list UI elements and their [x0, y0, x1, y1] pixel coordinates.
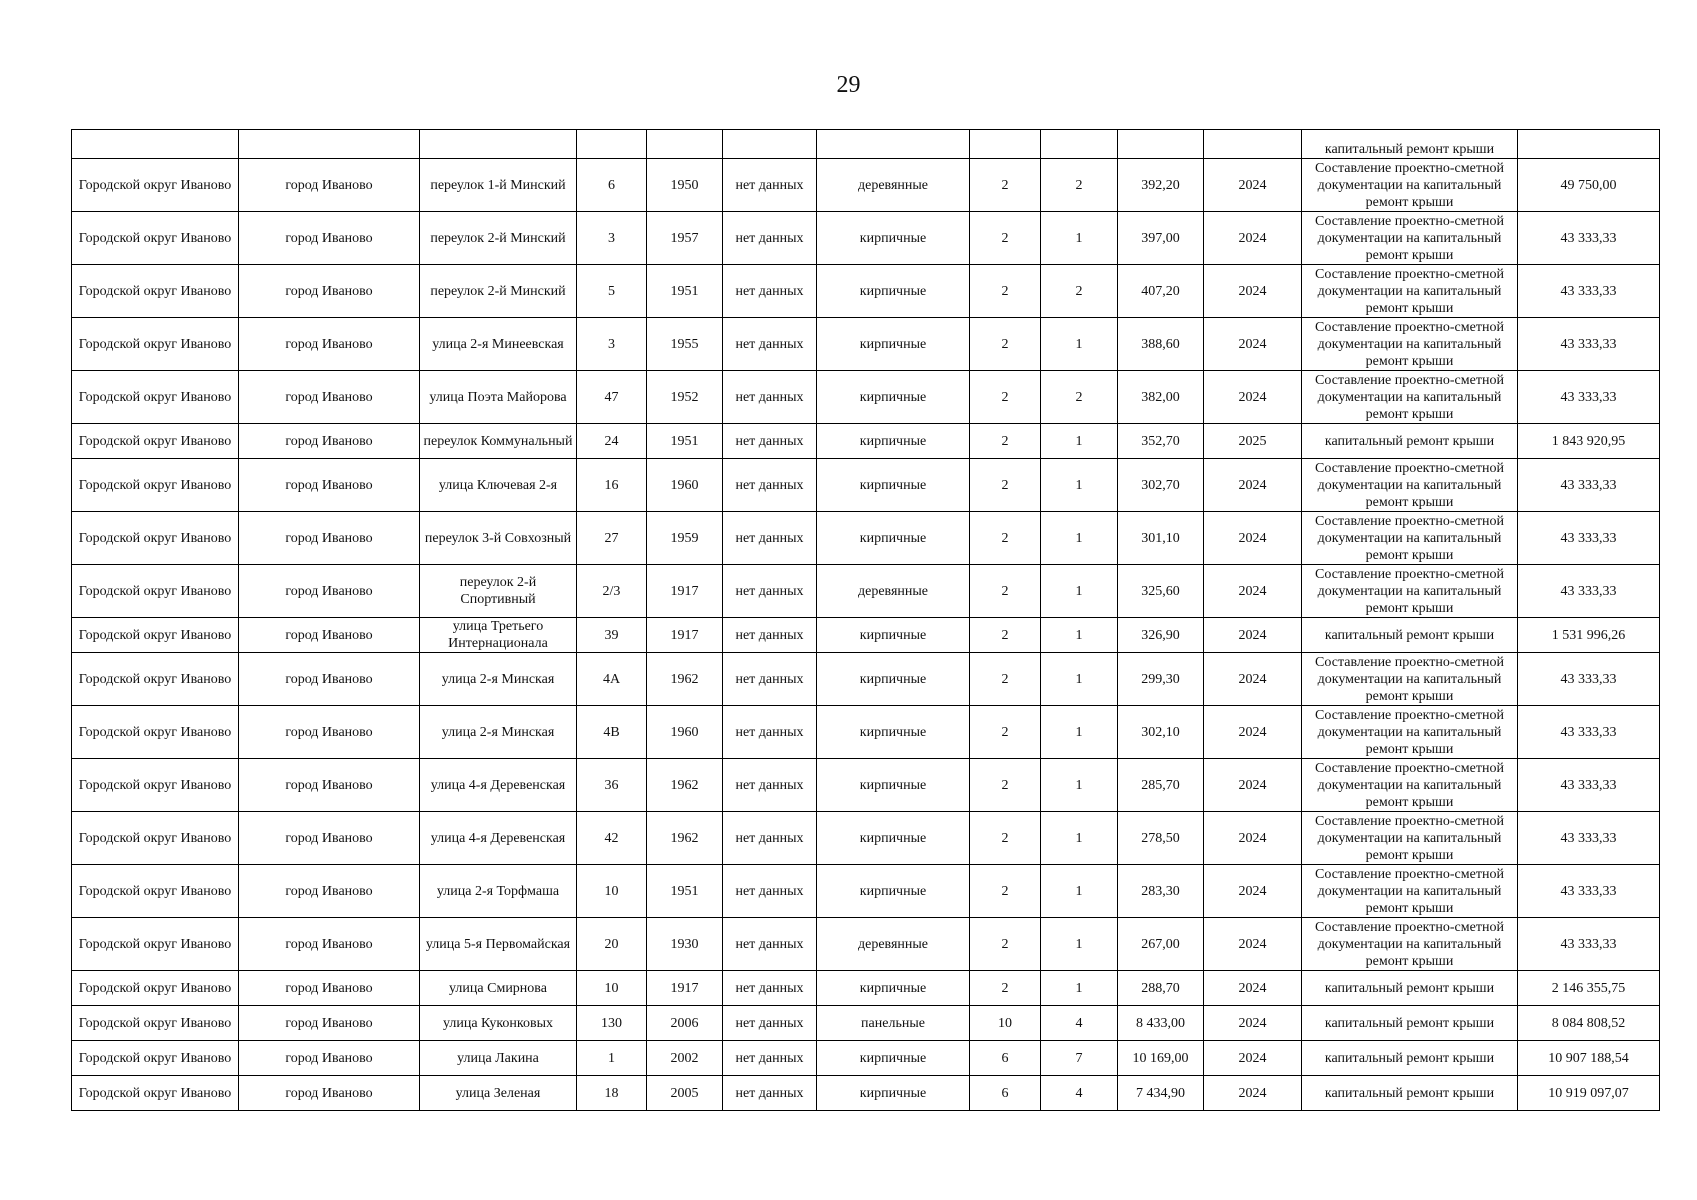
- cell-street: улица Третьего Интернационала: [420, 618, 577, 653]
- cell-area: 301,10: [1118, 512, 1204, 565]
- cell-house: 39: [577, 618, 647, 653]
- cell-district: Городской округ Иваново: [72, 918, 239, 971]
- cell-street: улица 2-я Минская: [420, 653, 577, 706]
- cell-house: 6: [577, 159, 647, 212]
- cell-district: Городской округ Иваново: [72, 318, 239, 371]
- cell-work: Составление проектно-сметной документации на капитальный ремонт крыши: [1302, 512, 1518, 565]
- cell-cost: 43 333,33: [1518, 512, 1660, 565]
- table-row: [72, 1076, 1660, 1111]
- cell-walls: кирпичные: [817, 212, 970, 265]
- cell-year-plan: 2024: [1204, 512, 1302, 565]
- cell-entrances: 2: [1041, 159, 1118, 212]
- cell-data-status: нет данных: [723, 565, 817, 618]
- cell-street: улица Смирнова: [420, 971, 577, 1006]
- cell-area: 278,50: [1118, 812, 1204, 865]
- cell-entrances: 2: [1041, 371, 1118, 424]
- cell-entrances: 1: [1041, 865, 1118, 918]
- cell-cost: 1 843 920,95: [1518, 424, 1660, 459]
- cell-area: 388,60: [1118, 318, 1204, 371]
- cell-house: 10: [577, 865, 647, 918]
- cell-year-built: 1917: [647, 971, 723, 1006]
- cell-year-built: 2002: [647, 1041, 723, 1076]
- cell-data-status: нет данных: [723, 971, 817, 1006]
- cell-area: 352,70: [1118, 424, 1204, 459]
- cell-cost: 43 333,33: [1518, 265, 1660, 318]
- cell-district: Городской округ Иваново: [72, 865, 239, 918]
- cell-data-status: нет данных: [723, 812, 817, 865]
- cell-district: Городской округ Иваново: [72, 212, 239, 265]
- cell-cost: 1 531 996,26: [1518, 618, 1660, 653]
- cell-walls: деревянные: [817, 565, 970, 618]
- cell-entrances: 1: [1041, 424, 1118, 459]
- cell-cost: 43 333,33: [1518, 371, 1660, 424]
- cell-entrances: 2: [1041, 265, 1118, 318]
- cell-walls: кирпичные: [817, 653, 970, 706]
- cell-city: город Иваново: [239, 706, 420, 759]
- cell-work: капитальный ремонт крыши: [1302, 618, 1518, 653]
- cell-work: Составление проектно-сметной документации на капитальный ремонт крыши: [1302, 918, 1518, 971]
- cell-entrances: 1: [1041, 212, 1118, 265]
- cell-street: улица Лакина: [420, 1041, 577, 1076]
- cell-district: Городской округ Иваново: [72, 971, 239, 1006]
- cell-cost: 43 333,33: [1518, 812, 1660, 865]
- cell-house: 3: [577, 318, 647, 371]
- cell-house: 18: [577, 1076, 647, 1111]
- cell-house: 3: [577, 212, 647, 265]
- cell-walls: кирпичные: [817, 812, 970, 865]
- cell-year-built: 1951: [647, 424, 723, 459]
- cell-cost: 43 333,33: [1518, 865, 1660, 918]
- cell-year-built: 1957: [647, 212, 723, 265]
- cell-district: Городской округ Иваново: [72, 265, 239, 318]
- cell-house: 24: [577, 424, 647, 459]
- cell-street: улица 2-я Минская: [420, 706, 577, 759]
- cell-work: Составление проектно-сметной документации на капитальный ремонт крыши: [1302, 212, 1518, 265]
- cell-year-plan: 2024: [1204, 812, 1302, 865]
- cell-cost: 49 750,00: [1518, 159, 1660, 212]
- cell-data-status: нет данных: [723, 706, 817, 759]
- cell-floors: 2: [970, 424, 1041, 459]
- cell-floors: 2: [970, 318, 1041, 371]
- cell-entrances: 1: [1041, 459, 1118, 512]
- cell-entrances: 1: [1041, 512, 1118, 565]
- cell-city: город Иваново: [239, 159, 420, 212]
- cell-data-status: нет данных: [723, 212, 817, 265]
- cell-floors: 2: [970, 759, 1041, 812]
- cell-house: 1: [577, 1041, 647, 1076]
- cell-data-status: нет данных: [723, 618, 817, 653]
- cell-year-plan: 2024: [1204, 1006, 1302, 1041]
- cell-year-built: 1962: [647, 759, 723, 812]
- cell-house: 5: [577, 265, 647, 318]
- cell-data-status: нет данных: [723, 424, 817, 459]
- cell-walls: кирпичные: [817, 371, 970, 424]
- cell-city: город Иваново: [239, 653, 420, 706]
- cell-entrances: 1: [1041, 759, 1118, 812]
- table-row: [72, 565, 1660, 618]
- cell-entrances: 1: [1041, 918, 1118, 971]
- cell-house: 10: [577, 971, 647, 1006]
- cell-walls: панельные: [817, 1006, 970, 1041]
- cell-city: город Иваново: [239, 618, 420, 653]
- table-row: [72, 159, 1660, 212]
- cell-district: Городской округ Иваново: [72, 1076, 239, 1111]
- cell-year-built: 1951: [647, 865, 723, 918]
- cell-floors: 2: [970, 706, 1041, 759]
- cell-house: 16: [577, 459, 647, 512]
- cell-street: улица 2-я Торфмаша: [420, 865, 577, 918]
- table-row: [72, 812, 1660, 865]
- cell-work: Составление проектно-сметной документации на капитальный ремонт крыши: [1302, 318, 1518, 371]
- cell-work: капитальный ремонт крыши: [1302, 1041, 1518, 1076]
- cell-city: город Иваново: [239, 265, 420, 318]
- cell-district: Городской округ Иваново: [72, 565, 239, 618]
- table-row: [72, 371, 1660, 424]
- cell-floors: 2: [970, 212, 1041, 265]
- cell-district: Городской округ Иваново: [72, 759, 239, 812]
- cell-cost: 43 333,33: [1518, 565, 1660, 618]
- cell-floors: 2: [970, 812, 1041, 865]
- cell-cost: 43 333,33: [1518, 653, 1660, 706]
- cell-year-plan: 2024: [1204, 706, 1302, 759]
- cell-cost: 43 333,33: [1518, 706, 1660, 759]
- cell-year-plan: 2024: [1204, 159, 1302, 212]
- cell-year-plan: 2024: [1204, 971, 1302, 1006]
- cell-floors: 2: [970, 653, 1041, 706]
- table-row: [72, 459, 1660, 512]
- cell-walls: кирпичные: [817, 759, 970, 812]
- cell-floors: 10: [970, 1006, 1041, 1041]
- cell-floors: 2: [970, 565, 1041, 618]
- cell-area: 397,00: [1118, 212, 1204, 265]
- cell-walls: кирпичные: [817, 318, 970, 371]
- cell-walls: кирпичные: [817, 459, 970, 512]
- cell-year-plan: 2024: [1204, 865, 1302, 918]
- cell-year-built: 1962: [647, 653, 723, 706]
- cell-floors: 6: [970, 1076, 1041, 1111]
- cell-city: город Иваново: [239, 459, 420, 512]
- cell-city: город Иваново: [239, 1076, 420, 1111]
- cell-cost: 2 146 355,75: [1518, 971, 1660, 1006]
- table-row: [72, 759, 1660, 812]
- cell-city: город Иваново: [239, 971, 420, 1006]
- cell-year-built: 1917: [647, 565, 723, 618]
- cell-street: улица Куконковых: [420, 1006, 577, 1041]
- table-row: [72, 212, 1660, 265]
- cell-cost: 10 919 097,07: [1518, 1076, 1660, 1111]
- cell-year-built: 1930: [647, 918, 723, 971]
- cell-city: город Иваново: [239, 371, 420, 424]
- cell-year-plan: 2024: [1204, 371, 1302, 424]
- cell-year-plan: 2024: [1204, 1076, 1302, 1111]
- cell-walls: кирпичные: [817, 512, 970, 565]
- cell-year-plan: 2024: [1204, 759, 1302, 812]
- cell-year-plan: 2024: [1204, 618, 1302, 653]
- table-row: [72, 653, 1660, 706]
- cell-work: Составление проектно-сметной документации на капитальный ремонт крыши: [1302, 159, 1518, 212]
- cell-work: Составление проектно-сметной документации на капитальный ремонт крыши: [1302, 371, 1518, 424]
- table-row: [72, 512, 1660, 565]
- cell-walls: кирпичные: [817, 1076, 970, 1111]
- cell-entrances: 1: [1041, 618, 1118, 653]
- cell-data-status: нет данных: [723, 371, 817, 424]
- cell-area: 325,60: [1118, 565, 1204, 618]
- cell-data-status: нет данных: [723, 759, 817, 812]
- cell-area: 302,70: [1118, 459, 1204, 512]
- cell-entrances: 1: [1041, 318, 1118, 371]
- cell-street: улица Поэта Майорова: [420, 371, 577, 424]
- cell-area: 285,70: [1118, 759, 1204, 812]
- cell-cost: 8 084 808,52: [1518, 1006, 1660, 1041]
- cell-work: Составление проектно-сметной документации на капитальный ремонт крыши: [1302, 706, 1518, 759]
- cell-walls: кирпичные: [817, 265, 970, 318]
- cell-walls: кирпичные: [817, 424, 970, 459]
- cell-house: 2/3: [577, 565, 647, 618]
- cell-house: 47: [577, 371, 647, 424]
- cell-area: 382,00: [1118, 371, 1204, 424]
- cell-city: город Иваново: [239, 1006, 420, 1041]
- cell-area: 283,30: [1118, 865, 1204, 918]
- cell-house: 4В: [577, 706, 647, 759]
- cell-walls: кирпичные: [817, 1041, 970, 1076]
- cell-floors: 2: [970, 512, 1041, 565]
- cell-district: Городской округ Иваново: [72, 459, 239, 512]
- cell-year-built: 1962: [647, 812, 723, 865]
- table-row: [72, 618, 1660, 653]
- cell-cost: 43 333,33: [1518, 318, 1660, 371]
- cell-floors: 2: [970, 865, 1041, 918]
- cell-year-built: 1917: [647, 618, 723, 653]
- cell-street: улица Ключевая 2-я: [420, 459, 577, 512]
- cell-entrances: 1: [1041, 812, 1118, 865]
- cell-district: Городской округ Иваново: [72, 159, 239, 212]
- cell-area: 392,20: [1118, 159, 1204, 212]
- cell-cost: 43 333,33: [1518, 212, 1660, 265]
- cell-year-plan: 2024: [1204, 265, 1302, 318]
- cell-year-built: [647, 130, 723, 159]
- cell-floors: 2: [970, 918, 1041, 971]
- cell-cost: 43 333,33: [1518, 759, 1660, 812]
- cell-district: Городской округ Иваново: [72, 512, 239, 565]
- cell-data-status: нет данных: [723, 653, 817, 706]
- cell-work: капитальный ремонт крыши: [1302, 971, 1518, 1006]
- cell-year-plan: 2024: [1204, 459, 1302, 512]
- cell-year-plan: 2024: [1204, 1041, 1302, 1076]
- cell-area: 8 433,00: [1118, 1006, 1204, 1041]
- cell-walls: [817, 130, 970, 159]
- cell-city: город Иваново: [239, 318, 420, 371]
- cell-year-built: 1950: [647, 159, 723, 212]
- cell-area: 7 434,90: [1118, 1076, 1204, 1111]
- cell-data-status: нет данных: [723, 1041, 817, 1076]
- cell-floors: 2: [970, 459, 1041, 512]
- cell-district: Городской округ Иваново: [72, 424, 239, 459]
- cell-year-built: 1960: [647, 706, 723, 759]
- cell-street: улица 4-я Деревенская: [420, 759, 577, 812]
- cell-data-status: нет данных: [723, 1076, 817, 1111]
- cell-city: город Иваново: [239, 512, 420, 565]
- cell-entrances: 1: [1041, 653, 1118, 706]
- cell-entrances: 1: [1041, 565, 1118, 618]
- cell-street: переулок 2-й Минский: [420, 265, 577, 318]
- cell-house: 4А: [577, 653, 647, 706]
- cell-year-plan: 2024: [1204, 212, 1302, 265]
- cell-street: переулок 3-й Совхозный: [420, 512, 577, 565]
- cell-district: Городской округ Иваново: [72, 812, 239, 865]
- table-row: [72, 318, 1660, 371]
- cell-entrances: 4: [1041, 1006, 1118, 1041]
- cell-work: Составление проектно-сметной документации на капитальный ремонт крыши: [1302, 865, 1518, 918]
- cell-cost: 43 333,33: [1518, 459, 1660, 512]
- cell-work: Составление проектно-сметной документации на капитальный ремонт крыши: [1302, 759, 1518, 812]
- cell-district: Городской округ Иваново: [72, 1006, 239, 1041]
- cell-city: город Иваново: [239, 759, 420, 812]
- cell-data-status: нет данных: [723, 918, 817, 971]
- cell-area: 302,10: [1118, 706, 1204, 759]
- table-row: [72, 971, 1660, 1006]
- cell-data-status: нет данных: [723, 159, 817, 212]
- cell-year-built: 2005: [647, 1076, 723, 1111]
- cell-year-built: 2006: [647, 1006, 723, 1041]
- cell-street: переулок 2-й Спортивный: [420, 565, 577, 618]
- cell-city: город Иваново: [239, 1041, 420, 1076]
- cell-city: город Иваново: [239, 918, 420, 971]
- cell-year-plan: 2024: [1204, 565, 1302, 618]
- cell-area: 407,20: [1118, 265, 1204, 318]
- cell-walls: деревянные: [817, 918, 970, 971]
- cell-house: 130: [577, 1006, 647, 1041]
- cell-work: капитальный ремонт крыши: [1302, 130, 1518, 159]
- cell-district: [72, 130, 239, 159]
- cell-year-plan: [1204, 130, 1302, 159]
- continuation-row: [72, 130, 1660, 159]
- cell-floors: 6: [970, 1041, 1041, 1076]
- cell-entrances: 1: [1041, 971, 1118, 1006]
- cell-walls: деревянные: [817, 159, 970, 212]
- cell-city: город Иваново: [239, 424, 420, 459]
- cell-data-status: [723, 130, 817, 159]
- table-row: [72, 265, 1660, 318]
- cell-cost: 10 907 188,54: [1518, 1041, 1660, 1076]
- cell-city: город Иваново: [239, 565, 420, 618]
- cell-district: Городской округ Иваново: [72, 706, 239, 759]
- cell-house: 42: [577, 812, 647, 865]
- cell-street: улица 4-я Деревенская: [420, 812, 577, 865]
- cell-year-built: 1951: [647, 265, 723, 318]
- table-body: [72, 130, 1660, 1111]
- table-row: [72, 1006, 1660, 1041]
- cell-district: Городской округ Иваново: [72, 653, 239, 706]
- cell-area: 288,70: [1118, 971, 1204, 1006]
- cell-area: 299,30: [1118, 653, 1204, 706]
- cell-work: Составление проектно-сметной документации на капитальный ремонт крыши: [1302, 653, 1518, 706]
- cell-house: 36: [577, 759, 647, 812]
- cell-city: город Иваново: [239, 212, 420, 265]
- cell-year-plan: 2024: [1204, 918, 1302, 971]
- cell-entrances: 1: [1041, 706, 1118, 759]
- cell-floors: 2: [970, 265, 1041, 318]
- cell-street: переулок Коммунальный: [420, 424, 577, 459]
- cell-work: Составление проектно-сметной документации на капитальный ремонт крыши: [1302, 459, 1518, 512]
- cell-cost: [1518, 130, 1660, 159]
- cell-street: переулок 2-й Минский: [420, 212, 577, 265]
- table-row: [72, 1041, 1660, 1076]
- cell-street: переулок 1-й Минский: [420, 159, 577, 212]
- cell-data-status: нет данных: [723, 1006, 817, 1041]
- cell-work: Составление проектно-сметной документации на капитальный ремонт крыши: [1302, 265, 1518, 318]
- cell-floors: 2: [970, 618, 1041, 653]
- cell-area: 326,90: [1118, 618, 1204, 653]
- cell-district: Городской округ Иваново: [72, 1041, 239, 1076]
- cell-work: капитальный ремонт крыши: [1302, 1076, 1518, 1111]
- cell-floors: [970, 130, 1041, 159]
- table-row: [72, 865, 1660, 918]
- cell-house: 20: [577, 918, 647, 971]
- cell-data-status: нет данных: [723, 512, 817, 565]
- cell-floors: 2: [970, 159, 1041, 212]
- cell-work: капитальный ремонт крыши: [1302, 1006, 1518, 1041]
- cell-area: [1118, 130, 1204, 159]
- cell-year-built: 1952: [647, 371, 723, 424]
- cell-data-status: нет данных: [723, 865, 817, 918]
- page-number: 29: [836, 72, 861, 98]
- cell-data-status: нет данных: [723, 265, 817, 318]
- cell-year-built: 1955: [647, 318, 723, 371]
- cell-floors: 2: [970, 971, 1041, 1006]
- cell-year-plan: 2024: [1204, 653, 1302, 706]
- table-row: [72, 918, 1660, 971]
- cell-area: 267,00: [1118, 918, 1204, 971]
- cell-walls: кирпичные: [817, 971, 970, 1006]
- cell-year-built: 1960: [647, 459, 723, 512]
- cell-street: улица Зеленая: [420, 1076, 577, 1111]
- cell-walls: кирпичные: [817, 865, 970, 918]
- table-row: [72, 706, 1660, 759]
- cell-walls: кирпичные: [817, 706, 970, 759]
- cell-work: Составление проектно-сметной документации на капитальный ремонт крыши: [1302, 565, 1518, 618]
- cell-district: Городской округ Иваново: [72, 371, 239, 424]
- cell-floors: 2: [970, 371, 1041, 424]
- housing-repair-table: [71, 129, 1660, 1111]
- cell-district: Городской округ Иваново: [72, 618, 239, 653]
- cell-year-built: 1959: [647, 512, 723, 565]
- cell-entrances: 7: [1041, 1041, 1118, 1076]
- cell-entrances: [1041, 130, 1118, 159]
- cell-work: капитальный ремонт крыши: [1302, 424, 1518, 459]
- cell-year-plan: 2024: [1204, 318, 1302, 371]
- cell-data-status: нет данных: [723, 459, 817, 512]
- cell-year-plan: 2025: [1204, 424, 1302, 459]
- cell-house: 27: [577, 512, 647, 565]
- cell-work: Составление проектно-сметной документации на капитальный ремонт крыши: [1302, 812, 1518, 865]
- table-row: [72, 424, 1660, 459]
- cell-city: [239, 130, 420, 159]
- cell-city: город Иваново: [239, 865, 420, 918]
- cell-city: город Иваново: [239, 812, 420, 865]
- cell-house: [577, 130, 647, 159]
- cell-data-status: нет данных: [723, 318, 817, 371]
- cell-walls: кирпичные: [817, 618, 970, 653]
- cell-cost: 43 333,33: [1518, 918, 1660, 971]
- cell-street: [420, 130, 577, 159]
- cell-street: улица 5-я Первомайская: [420, 918, 577, 971]
- cell-entrances: 4: [1041, 1076, 1118, 1111]
- cell-street: улица 2-я Минеевская: [420, 318, 577, 371]
- cell-area: 10 169,00: [1118, 1041, 1204, 1076]
